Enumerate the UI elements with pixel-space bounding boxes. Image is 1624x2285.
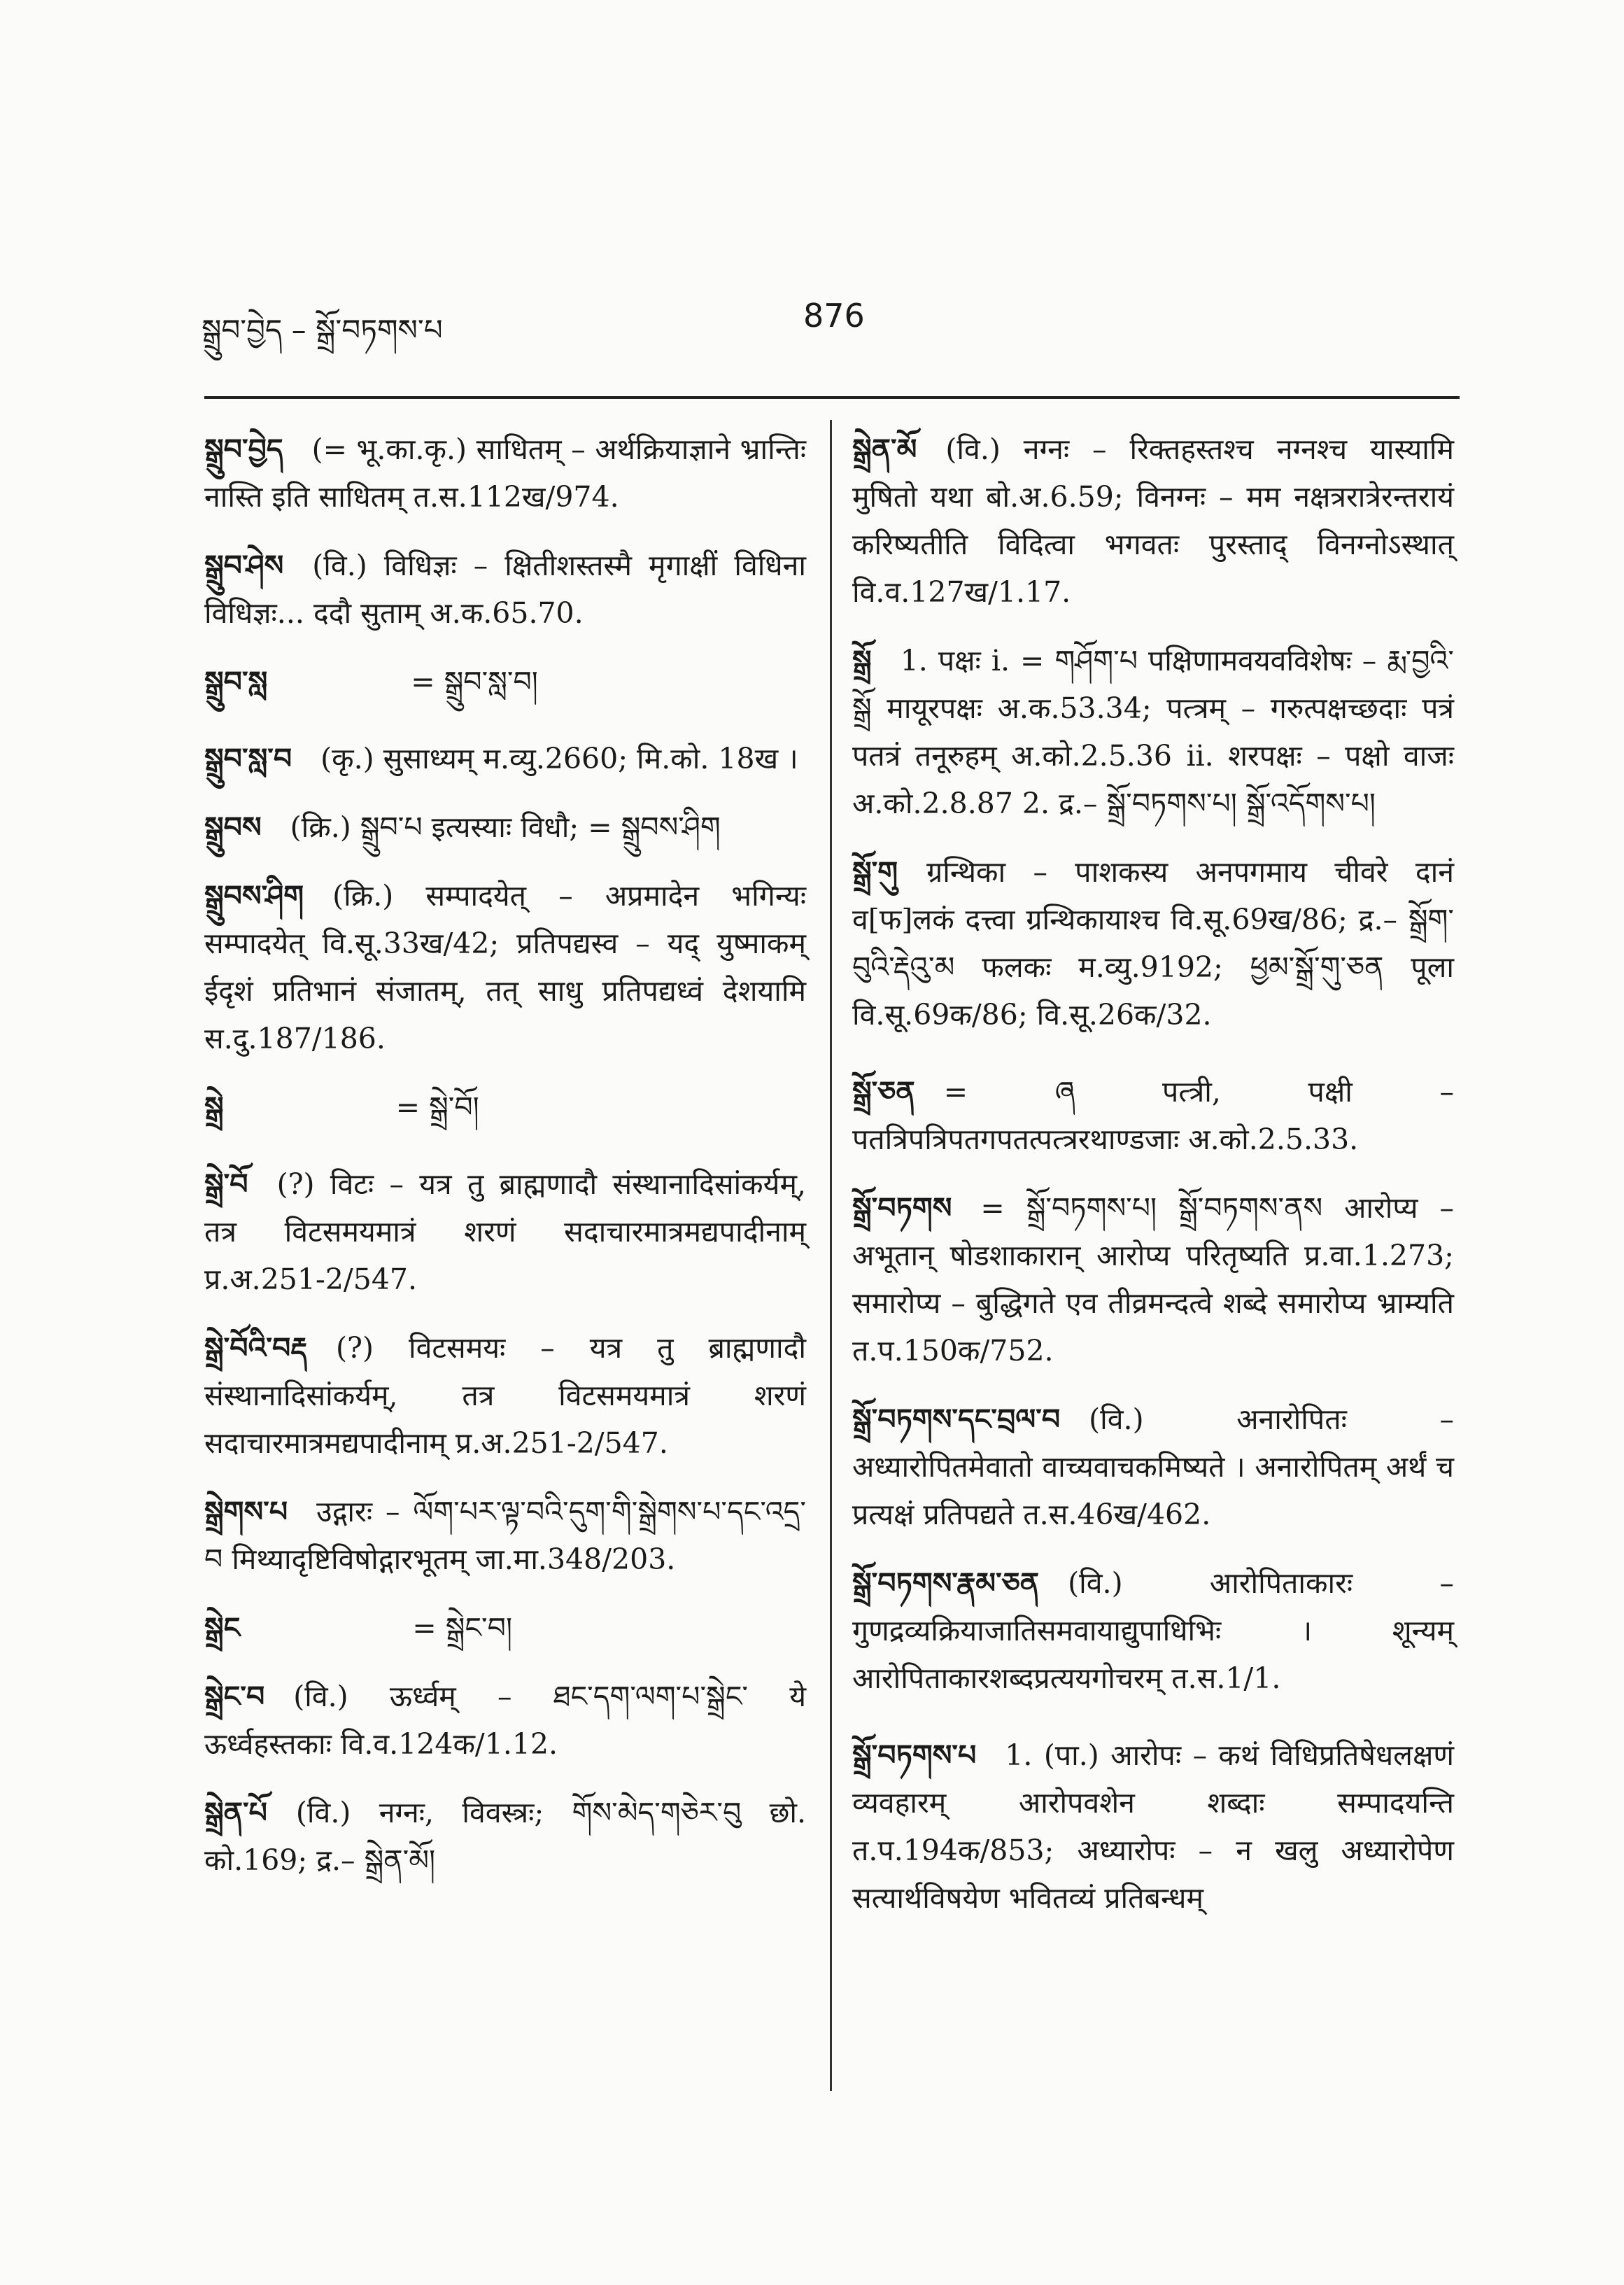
entry-headword: སྒྲེགས་པ bbox=[204, 1495, 288, 1528]
entry-headword: སྒྲུབ་སླ་བ bbox=[204, 742, 292, 775]
entry-headword: སྒྲེང་བ bbox=[204, 1680, 265, 1713]
entry-definition: (?) विटः – यत्र तु ब्राह्मणादौ संस्थानादिसांकर्यम्, तत्र विटसमयमात्रं शरणं सदाचारमात्रमद्यपादीनाम् प्र.अ.251-2/547. bbox=[204, 1167, 806, 1296]
entry-headword: སྒྲེན་མོ bbox=[852, 433, 917, 466]
dictionary-entry bbox=[204, 803, 806, 851]
dictionary-entry bbox=[204, 1673, 806, 1768]
entry-definition: (वि.) आरोपिताकारः – गुणद्रव्यक्रियाजातिसमवायाद्युपाधिभिः । शून्यम् आरोपिताकारशब्दप्रत्ययगोचरम् त.स.1/1. bbox=[852, 1566, 1454, 1695]
entry-definition: उद्गारः – ལོག་པར་ལྟ་བའི་དུག་གི་སྒྲེགས་པ་དང་འདྲ་བ मिथ्यादृष्टिविषोद्गारभूतम् जा.मा.348/203. bbox=[204, 1495, 806, 1576]
dictionary-entry bbox=[852, 1731, 1454, 1922]
entry-definition: (वि.) विधिज्ञः – क्षितीशस्तस्मै मृगाक्षीं विधिना विधिज्ञः... ददौ सुताम् अ.क.65.70. bbox=[204, 549, 806, 630]
entry-headword: སྒྲོ་བཏགས་པ bbox=[852, 1738, 977, 1772]
dictionary-entry bbox=[204, 1083, 806, 1131]
entry-headword: སྒྲོ bbox=[852, 644, 872, 677]
entry-headword: སྒྲོ་བཏགས bbox=[852, 1191, 952, 1225]
entry-headword: སྒྲུབ་སླ bbox=[204, 665, 268, 698]
dictionary-entry bbox=[852, 637, 1454, 827]
entry-headword: སྒྲེན་པོ bbox=[204, 1796, 267, 1829]
entry-definition: = སྒྲོ་བཏགས་པ། སྒྲོ་བཏགས་ནས आरोप्य – अभूतान् षोडशाकारान् आरोप्य परितृष्यति प्र.वा.1.273; समारोप्य – बुद्धिगते एव तीव्रमन्दत्वे शब्दे समारोप्य भ्राम्यति त.प.150क/752. bbox=[852, 1191, 1454, 1368]
entry-definition: = སྒྲེང་བ། bbox=[412, 1611, 513, 1645]
entry-headword: སྒྲོ་གུ bbox=[852, 855, 898, 889]
entry-headword: སྒྲེ bbox=[204, 1090, 224, 1124]
dictionary-entry bbox=[204, 426, 806, 521]
entry-definition: = སྒྲུབ་སླ་བ། bbox=[411, 665, 538, 698]
dictionary-entry bbox=[852, 1559, 1454, 1702]
entry-headword: སྒྲུབ་ཤེས bbox=[204, 549, 284, 582]
entry-definition: ग्रन्थिका – पाशकस्य अनपगमाय चीवरे दानं व[फ]लकं दत्त्वा ग्रन्थिकायाश्च वि.सू.69ख/86; द्र.– སྒྲོག་བུའི་རྡེའུ་མ फलकः म.व्यु.9192; ཕྱམ་སྒྲོ་གུ་ཅན पूला वि.सू.69क/86; वि.सू.26क/32. bbox=[852, 855, 1454, 1032]
entry-definition: (वि.) अनारोपितः – अध्यारोपितमेवातो वाच्यवाचकमिष्यते । अनारोपितम् अर्थं च प्रत्यक्षं प्रतिपद्यते त.स.46ख/462. bbox=[852, 1402, 1454, 1531]
dictionary-entry bbox=[852, 1395, 1454, 1538]
dictionary-entry bbox=[852, 848, 1454, 1039]
entry-headword: སྒྲེ་བོ bbox=[204, 1167, 248, 1201]
entry-definition: (क्रि.) सम्पादयेत् – अप्रमादेन भगिन्यः सम्पादयेत् वि.सू.33ख/42; प्रतिपद्यस्व – यद् युष्माकम् ईदृशं प्रतिभानं संजातम्, तत् साधु प्रतिपद्यध्वं देशयामि स.दु.187/186. bbox=[204, 879, 806, 1055]
dictionary-entry bbox=[204, 1160, 806, 1303]
entry-definition: = ཞ पत्त्री, पक्षी – पतत्रिपत्रिपतगपतत्पत्त्ररथाण्डजाः अ.को.2.5.33. bbox=[852, 1075, 1454, 1156]
entry-definition: (?) विटसमयः – यत्र तु ब्राह्मणादौ संस्थानादिसांकर्यम्, तत्र विटसमयमात्रं शरणं सदाचारमात्रमद्यपादीनाम् प्र.अ.251-2/547. bbox=[204, 1331, 806, 1460]
entry-headword: སྒྲེ་བོའི་བརྡ bbox=[204, 1331, 308, 1365]
running-title: སྒྲུབ་བྱེད – སྒྲོ་བཏགས་པ bbox=[202, 313, 443, 347]
dictionary-entry bbox=[204, 542, 806, 637]
entry-definition: (कृ.) सुसाध्यम् म.व्यु.2660; मि.को. 18ख । bbox=[320, 742, 798, 775]
dictionary-entry bbox=[852, 426, 1454, 616]
entry-definition: (वि.) नग्नः, विवस्त्रः; གོས་མེད་གཅེར་བུ छो. को.169; द्र.– སྒྲེན་མོ། bbox=[204, 1796, 806, 1877]
dictionary-entry bbox=[204, 658, 806, 705]
entry-definition: = སྒྲེ་བོ། bbox=[395, 1090, 479, 1124]
dictionary-entry bbox=[204, 1488, 806, 1583]
dictionary-entry bbox=[204, 735, 806, 782]
entry-definition: 1. (पा.) आरोपः – कथं विधिप्रतिषेधलक्षणं व्यवहारम् आरोपवशेन शब्दाः सम्पादयन्ति त.प.194क/853; अध्यारोपः – न खलु अध्यारोपेण सत्यार्थविषयेण भवितव्यं प्रतिबन्धम् bbox=[852, 1738, 1454, 1915]
dictionary-entry bbox=[204, 872, 806, 1062]
dictionary-entry bbox=[204, 1604, 806, 1652]
dictionary-entry bbox=[852, 1184, 1454, 1374]
left-column bbox=[204, 426, 806, 1905]
page-number: 876 bbox=[803, 297, 865, 335]
entry-headword: སྒྲོ་བཏགས་རྣམ་ཅན bbox=[852, 1566, 1040, 1600]
entry-definition: (वि.) नग्नः – रिक्तहस्तश्च नग्नश्च यास्यामि मुषितो यथा बो.अ.6.59; विनग्नः – मम नक्षत्ररात्रेरन्तरायं करिष्यतीति विदित्वा भगवतः पुरस्ताद् विनग्नोऽस्थात् वि.व.127ख/1.17. bbox=[852, 433, 1454, 609]
dictionary-entry bbox=[852, 1068, 1454, 1163]
entry-definition: (= भू.का.कृ.) साधितम् – अर्थक्रियाज्ञाने भ्रान्तिः नास्ति इति साधितम् त.स.112ख/974. bbox=[204, 433, 806, 514]
header-rule bbox=[204, 396, 1460, 399]
entry-headword: སྒྲོ་ཅན bbox=[852, 1075, 915, 1109]
entry-definition: 1. पक्षः i. = གཤོག་པ पक्षिणामवयवविशेषः – རྨ་བྱའི་སྒྲོ मायूरपक्षः अ.क.53.34; पत्त्रम् – गरुत्पक्षच्छदाः पत्रं पतत्रं तनूरुहम् अ.को.2.5.36 ii. शरपक्षः – पक्षो वाजः अ.को.2.8.87 2. द्र.– སྒྲོ་བཏགས་པ། སྒྲོ་འདོགས་པ། bbox=[852, 644, 1454, 820]
dictionary-entry bbox=[204, 1324, 806, 1467]
entry-headword: སྒྲེང bbox=[204, 1611, 241, 1645]
entry-headword: སྒྲུབས་ཤིག bbox=[204, 879, 304, 913]
right-column bbox=[852, 426, 1454, 1943]
dictionary-entry bbox=[204, 1789, 806, 1884]
entry-headword: སྒྲོ་བཏགས་དང་བྲལ་བ bbox=[852, 1402, 1061, 1436]
entry-definition: (क्रि.) སྒྲུབ་པ इत्यस्याः विधौ; = སྒྲུབས་ཤིག bbox=[290, 810, 721, 844]
entry-headword: སྒྲུབ་བྱེད bbox=[204, 433, 283, 466]
column-divider bbox=[830, 420, 832, 2091]
entry-headword: སྒྲུབས bbox=[204, 810, 262, 844]
entry-definition: (वि.) ऊर्ध्वम् – ཐང་དག་ལག་པ་སྒྲེང་ ये ऊर्ध्वहस्तकाः वि.व.124क/1.12. bbox=[204, 1680, 806, 1761]
